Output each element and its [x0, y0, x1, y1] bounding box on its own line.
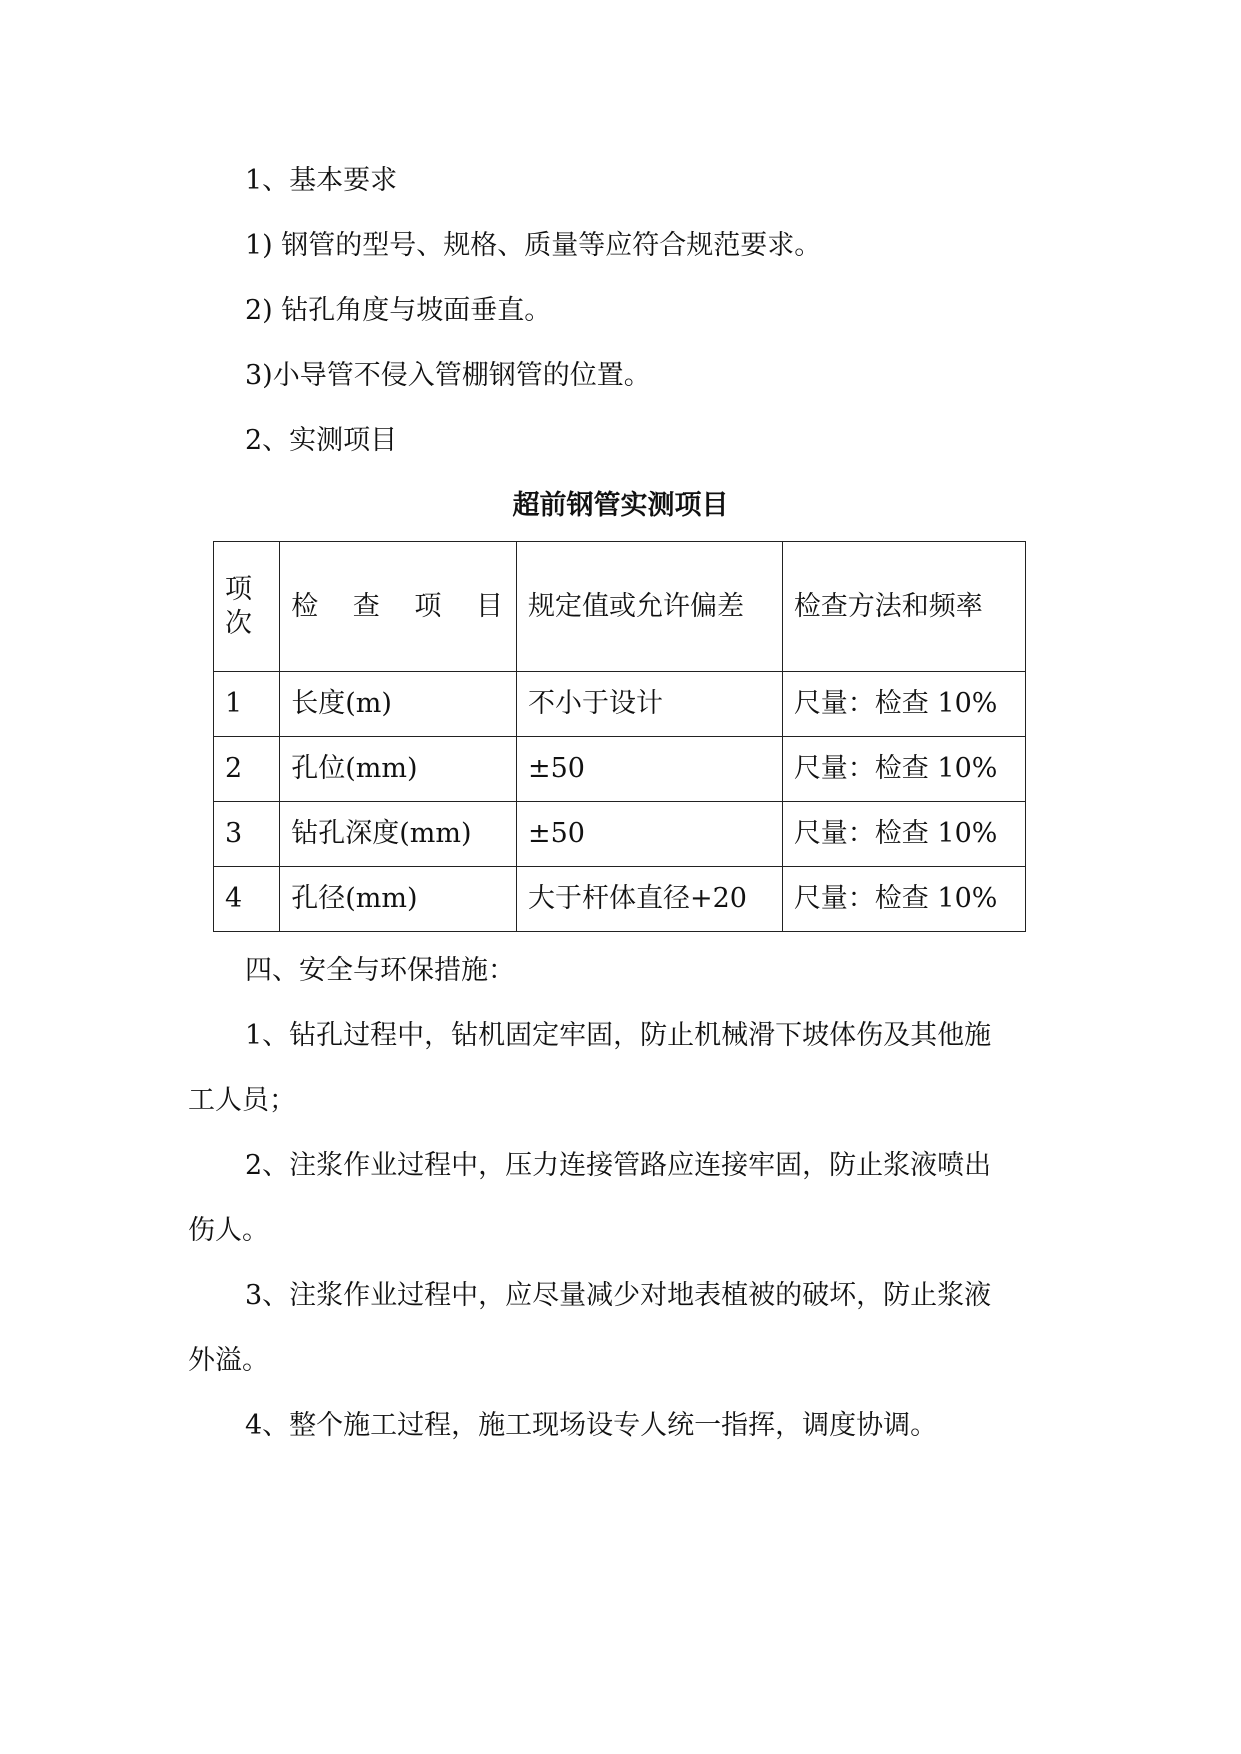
- row-item-cell: 孔位(mm): [280, 737, 517, 802]
- row-index-cell: 2: [214, 737, 280, 802]
- requirement-item-3: 3)小导管不侵入管棚钢管的位置。: [245, 360, 651, 391]
- row-method-cell: 尺量：检查 10%: [782, 672, 1025, 737]
- row-index-cell: 1: [214, 672, 280, 737]
- header-index-line-1: 项: [225, 573, 252, 605]
- requirements-heading: 1、基本要求: [245, 165, 398, 196]
- safety-item-2-line-1: 2、注浆作业过程中，压力连接管路应连接牢固，防止浆液喷出: [245, 1150, 992, 1181]
- table-header-row: [214, 542, 1026, 672]
- row-index-cell: 3: [214, 802, 280, 867]
- row-tolerance-cell: 不小于设计: [516, 672, 782, 737]
- row-index-cell: 4: [214, 867, 280, 932]
- safety-item-1-line-2: 工人员；: [188, 1085, 296, 1116]
- safety-item-1-line-1: 1、钻孔过程中，钻机固定牢固，防止机械滑下坡体伤及其他施: [245, 1020, 992, 1051]
- header-method-cell: 检查方法和频率: [782, 542, 1025, 672]
- requirement-item-2: 2) 钻孔角度与坡面垂直。: [245, 295, 552, 326]
- row-method-cell: 尺量：检查 10%: [782, 737, 1025, 802]
- table-row: [214, 867, 1026, 932]
- safety-item-3-line-2: 外溢。: [188, 1345, 269, 1376]
- inspection-table: [213, 541, 1026, 932]
- header-item-cell: 检 查 项 目: [280, 542, 517, 672]
- row-tolerance-cell: 大于杆体直径+20: [516, 867, 782, 932]
- safety-item-3-line-1: 3、注浆作业过程中，应尽量减少对地表植被的破坏，防止浆液: [245, 1280, 992, 1311]
- row-item-cell: 长度(m): [280, 672, 517, 737]
- header-index-cell: [214, 542, 280, 672]
- header-tolerance-cell: 规定值或允许偏差: [516, 542, 782, 672]
- row-method-cell: 尺量：检查 10%: [782, 802, 1025, 867]
- table-row: [214, 737, 1026, 802]
- row-item-cell: 钻孔深度(mm): [280, 802, 517, 867]
- requirement-item-1: 1) 钢管的型号、规格、质量等应符合规范要求。: [245, 230, 822, 261]
- table-row: [214, 672, 1026, 737]
- header-index-line-2: 次: [225, 607, 252, 639]
- row-tolerance-cell: ±50: [516, 802, 782, 867]
- safety-item-2-line-2: 伤人。: [188, 1215, 269, 1246]
- table-title: 超前钢管实测项目: [512, 490, 729, 521]
- row-item-cell: 孔径(mm): [280, 867, 517, 932]
- measurement-heading: 2、实测项目: [245, 425, 398, 456]
- row-tolerance-cell: ±50: [516, 737, 782, 802]
- safety-item-4: 4、整个施工过程，施工现场设专人统一指挥，调度协调。: [245, 1410, 938, 1441]
- table-row: [214, 802, 1026, 867]
- row-method-cell: 尺量：检查 10%: [782, 867, 1025, 932]
- safety-heading: 四、安全与环保措施：: [245, 955, 515, 986]
